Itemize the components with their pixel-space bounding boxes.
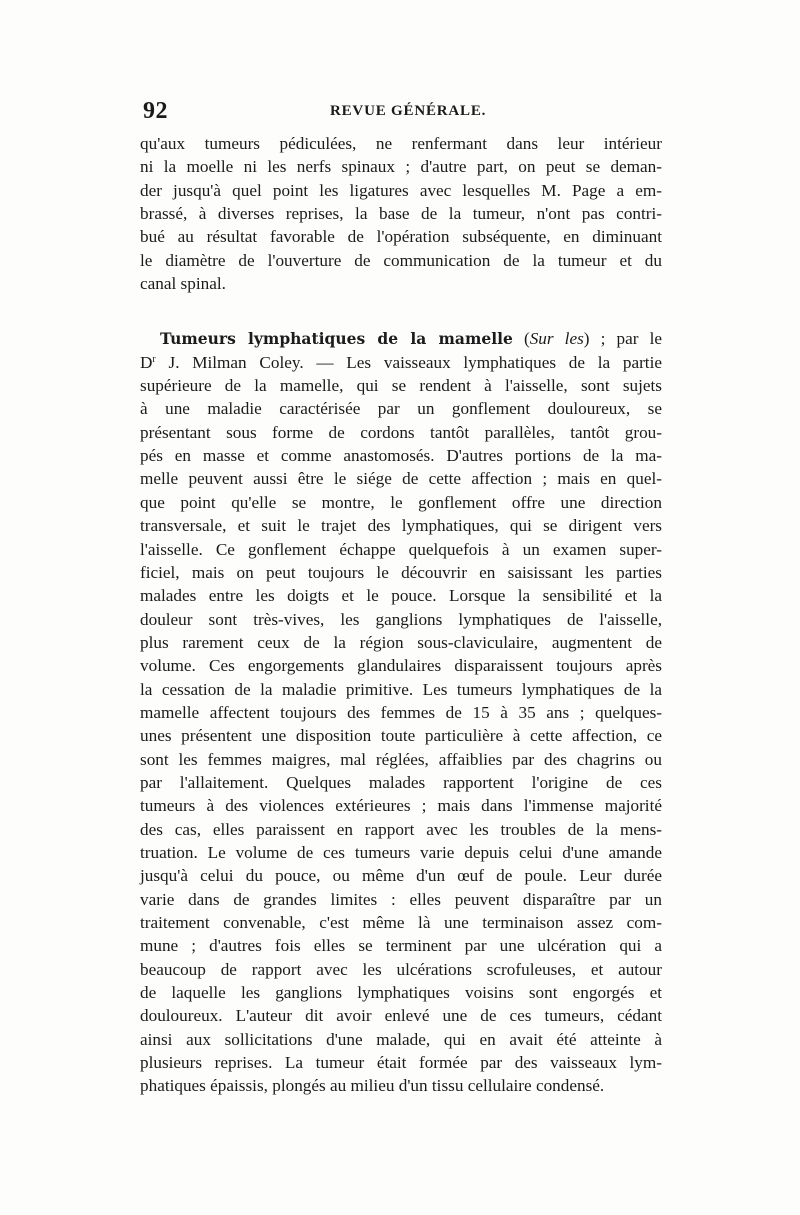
text-line: jusqu'à celui du pouce, ou même d'un œuf de poule. Leur durée [140,866,662,886]
page-header [143,98,663,126]
text-line: que point qu'elle se montre, le gonflement offre une direction [140,492,662,512]
text-line: mune ; d'autres fois elles se terminent par une ulcération qui a [140,936,662,956]
text-line: par l'allaitement. Quelques malades rapportent l'origine de ces [140,772,662,792]
text-line: ficiel, mais on peut toujours le découvrir en saisissant les parties [140,562,662,582]
text-line: douleur sont très-vives, les ganglions lymphatiques de l'aisselle, [140,609,662,629]
text-line: volume. Ces engorgements glandulaires disparaissent toujours après [140,656,662,676]
text-line: sont les femmes maigres, mal réglées, affaiblies par des chagrins ou [140,749,662,769]
text-line: ainsi aux sollicitations d'une malade, qui en avait été atteinte à [140,1029,662,1049]
author-prefix: D [140,352,153,372]
text-line: der jusqu'à quel point les ligatures avec lesquelles M. Page a em- [140,180,662,200]
author-line [140,351,662,374]
text-line: le diamètre de l'ouverture de communication de la tumeur et du [140,250,662,270]
title-rest: ) ; par le [583,329,662,349]
text-line: traitement convenable, c'est même là une terminaison assez com- [140,913,662,932]
text-line: plus rarement ceux de la région sous-claviculaire, augmentent de [140,632,662,652]
text-line: de laquelle les ganglions lymphatiques voisins sont engorgés et [140,983,662,1003]
section-title-line [140,327,662,350]
text-line: supérieure de la mamelle, qui se rendent à l'aisselle, sont sujets [140,376,662,396]
author-sup: r [152,353,156,365]
text-line: à une maladie caractérisée par un gonflement douloureux, se [140,399,662,419]
text-line: bué au résultat favorable de l'opération subséquente, en diminuant [140,227,662,247]
text-line: des cas, elles paraissent en rapport avec les troubles de la mens- [140,819,662,839]
text-line: canal spinal. [140,274,226,294]
page-number: 92 [143,98,168,124]
text-line: mamelle affectent toujours des femmes de 15 à 35 ans ; quelques- [140,702,662,722]
text-line: phatiques épaissis, plongés au milieu d'un tissu cellulaire condensé. [140,1076,605,1096]
title-paren: ( [512,329,530,349]
paragraph-continuation [140,132,662,295]
title-italic: Sur les [529,329,584,349]
text-line: transversale, et suit le trajet des lymphatiques, qui se dirigent vers [140,516,662,536]
text-line: présentant sous forme de cordons tantôt parallèles, tantôt grou- [140,422,662,442]
text-line: qu'aux tumeurs pédiculées, ne renfermant dans leur intérieur [140,134,662,153]
text-line: unes présentent une disposition toute particulière à cette affection, ce [140,726,662,746]
text-line: l'aisselle. Ce gonflement échappe quelquefois à un examen super- [140,539,662,559]
text-line: brassé, à diverses reprises, la base de la tumeur, n'ont pas contri- [140,204,662,224]
paragraph-gap [140,295,662,327]
text-line: beaucoup de rapport avec les ulcérations scrofuleuses, et autour [140,959,662,979]
section-title: Tumeurs lymphatiques de la mamelle [160,329,513,349]
text-line: plusieurs reprises. La tumeur était formée par des vaisseaux lym- [140,1053,662,1073]
body-text [140,132,662,1098]
text-line: truation. Le volume de ces tumeurs varie depuis celui d'une amande [140,842,662,862]
text-line: douloureux. L'auteur dit avoir enlevé une de ces tumeurs, cédant [140,1006,662,1026]
paragraph-lymphatic-tumors [140,327,662,1097]
text-line: pés en masse et comme anastomosés. D'autres portions de la ma- [140,446,662,466]
text-line: ni la moelle ni les nerfs spinaux ; d'autre part, on peut se deman- [140,157,662,177]
text-line: varie dans de grandes limites : elles peuvent disparaître par un [140,889,662,909]
text-line: tumeurs à des violences extérieures ; mais dans l'immense majorité [140,796,662,816]
text-line: melle peuvent aussi être le siége de cette affection ; mais en quel- [140,469,662,489]
running-title: REVUE GÉNÉRALE. [330,103,487,119]
text-line: malades entre les doigts et le pouce. Lorsque la sensibilité et la [140,586,662,606]
text-line: la cessation de la maladie primitive. Les tumeurs lymphatiques de la [140,679,662,699]
author-rest: J. Milman Coley. — Les vaisseaux lymphatiques de la partie [155,352,662,372]
